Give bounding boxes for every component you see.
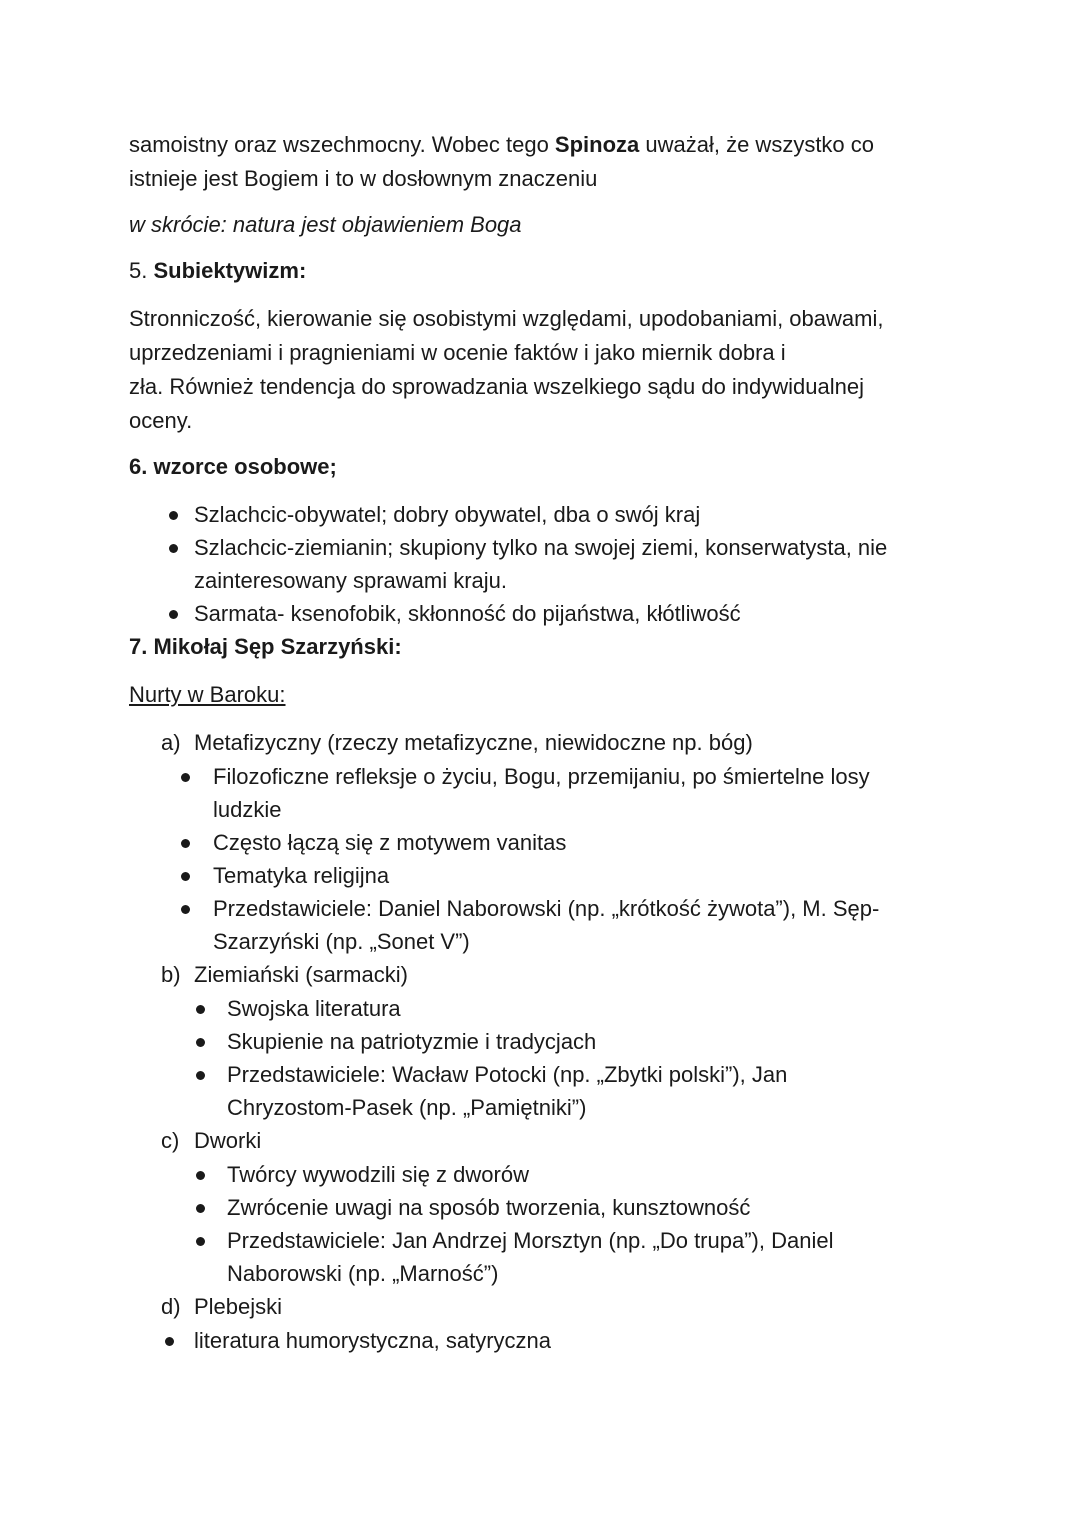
persons-list [129,498,959,630]
section-7-heading: 7. Mikołaj Sęp Szarzyński: [129,634,402,659]
list-item: Przedstawiciele: Jan Andrzej Morsztyn (np. „Do trupa”), Daniel Naborowski (np. „Marność”) [129,1224,959,1290]
list-item: Szlachcic-obywatel; dobry obywatel, dba o swój kraj [129,498,959,531]
intro-line-1: samoistny oraz wszechmocny. Wobec tego Spinoza uważał, że wszystko co [129,132,875,157]
list-item: Tematyka religijna [129,859,959,892]
document-page [129,128,959,1357]
section-5-line: Stronniczość, kierowanie się osobistymi względami, upodobaniami, obawami, [129,306,884,331]
nurt-c-list [129,1158,959,1290]
list-item: Swojska literatura [129,992,959,1025]
section-5-line: uprzedzeniami i pragnieniami w ocenie faktów i jako miernik dobra i [129,340,786,365]
list-item: Często łączą się z motywem vanitas [129,826,959,859]
list-item: Przedstawiciele: Daniel Naborowski (np. „krótkość żywota”), M. Sęp- Szarzyński (np. „Sonet V”) [129,892,959,958]
intro-paragraph [129,128,959,196]
nurt-a-label: a) Metafizyczny (rzeczy metafizyczne, niewidoczne np. bóg) [161,730,753,755]
intro-line-2: istnieje jest Bogiem i to w dosłownym znaczeniu [129,166,598,191]
list-item: Skupienie na patriotyzmie i tradycjach [129,1025,959,1058]
list-item: literatura humorystyczna, satyryczna [129,1324,959,1357]
list-item: Twórcy wywodzili się z dworów [129,1158,959,1191]
section-6-heading: 6. wzorce osobowe; [129,454,337,479]
list-item: Sarmata- ksenofobik, skłonność do pijaństwa, kłótliwość [129,597,959,630]
nurt-c-label: c) Dworki [161,1128,262,1153]
nurt-d-label: d) Plebejski [161,1294,283,1319]
list-item: Zwrócenie uwagi na sposób tworzenia, kunsztowność [129,1191,959,1224]
list-item: Filozoficzne refleksje o życiu, Bogu, przemijaniu, po śmiertelne losy ludzkie [129,760,959,826]
spinoza-name: Spinoza [554,132,640,157]
section-5-heading: 5. Subiektywizm: [129,258,307,283]
nurty-subtitle: Nurty w Baroku: [129,682,286,707]
section-5-line: zła. Również tendencja do sprowadzania wszelkiego sądu do indywidualnej [129,374,865,399]
nurt-d-list [129,1324,959,1357]
section-5-line: oceny. [129,408,193,433]
summary-note: w skrócie: natura jest objawieniem Boga [129,212,522,237]
nurt-a-list [129,760,959,958]
list-item: Przedstawiciele: Wacław Potocki (np. „Zbytki polski”), Jan Chryzostom-Pasek (np. „Pamiętniki”) [129,1058,959,1124]
list-item: Szlachcic-ziemianin; skupiony tylko na swojej ziemi, konserwatysta, nie zainteresowany sprawami kraju. [129,531,959,597]
section-5-paragraph [129,302,959,438]
nurt-b-list [129,992,959,1124]
nurt-b-label: b) Ziemiański (sarmacki) [161,962,408,987]
